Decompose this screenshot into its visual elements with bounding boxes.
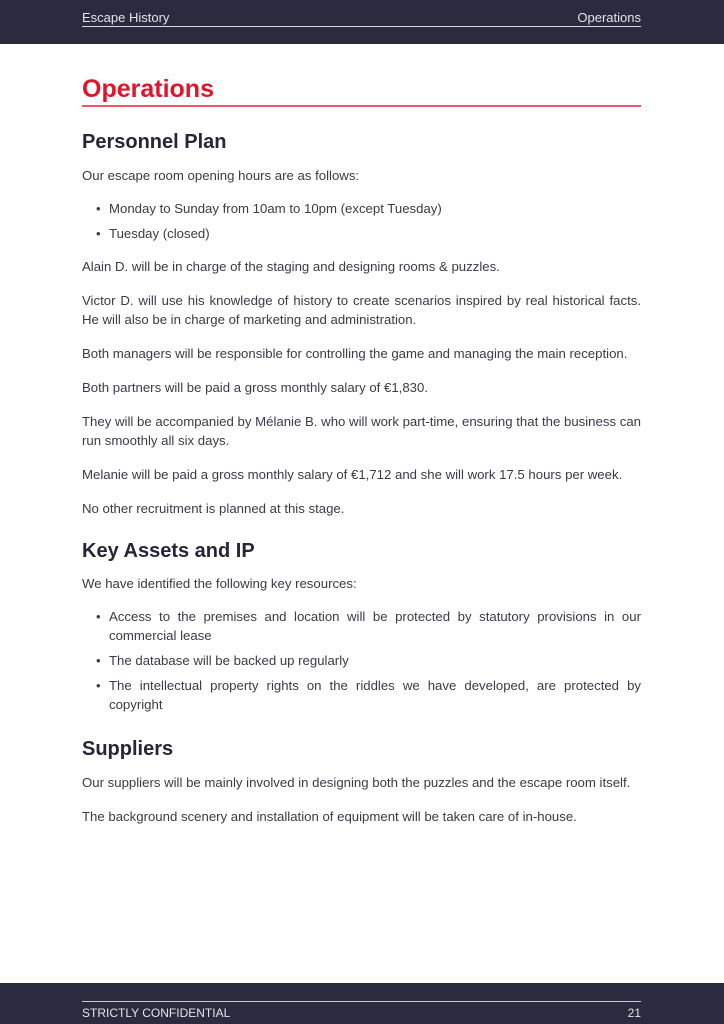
page-title: Operations (82, 72, 641, 107)
confidentiality-label: STRICTLY CONFIDENTIAL (82, 1006, 231, 1020)
list-item: • Access to the premises and location will be protected by statutory provisions in our commercial lease (96, 609, 641, 643)
paragraph: The background scenery and installation of equipment will be taken care of in-house. (82, 809, 577, 824)
key-assets-intro: We have identified the following key resources: (82, 576, 357, 591)
paragraph: Melanie will be paid a gross monthly salary of €1,712 and she will work 17.5 hours per week. (82, 467, 623, 482)
personnel-intro: Our escape room opening hours are as follows: (82, 168, 360, 183)
section-heading-personnel-plan: Personnel Plan (82, 131, 227, 153)
bullet-icon: • (96, 609, 101, 624)
paragraph: They will be accompanied by Mélanie B. who will work part-time, ensuring that the business can run smoothly all six days. (82, 414, 641, 448)
page-number: 21 (627, 1006, 641, 1020)
bullet-icon: • (96, 201, 101, 216)
footer-rule (82, 1001, 641, 1022)
bullet-icon: • (96, 653, 101, 668)
paragraph: Both partners will be paid a gross monthly salary of €1,830. (82, 380, 428, 395)
header-section-title: Operations (577, 10, 641, 25)
opening-hours-list (82, 199, 641, 243)
page-header (0, 0, 724, 44)
page-content (82, 72, 641, 826)
paragraph: Both managers will be responsible for controlling the game and managing the main reception. (82, 346, 628, 361)
header-rule (82, 10, 641, 27)
section-heading-key-assets: Key Assets and IP (82, 540, 255, 562)
section-heading-suppliers: Suppliers (82, 738, 174, 760)
paragraph: Victor D. will use his knowledge of history to create scenarios inspired by real historical facts. He will also be in charge of marketing and administration. (82, 293, 641, 327)
bullet-icon: • (96, 678, 101, 693)
list-item: • The intellectual property rights on the riddles we have developed, are protected by copyright (96, 678, 641, 712)
header-document-title: Escape History (82, 10, 170, 25)
list-item: • Monday to Sunday from 10am to 10pm (except Tuesday) (96, 201, 442, 216)
list-item: • Tuesday (closed) (96, 226, 210, 241)
paragraph: No other recruitment is planned at this stage. (82, 501, 345, 516)
key-resources-list (82, 607, 641, 714)
page-footer (0, 983, 724, 1024)
bullet-icon: • (96, 226, 101, 241)
list-item: • The database will be backed up regularly (96, 653, 349, 668)
paragraph: Alain D. will be in charge of the staging and designing rooms & puzzles. (82, 259, 500, 274)
paragraph: Our suppliers will be mainly involved in designing both the puzzles and the escape room itself. (82, 775, 631, 790)
